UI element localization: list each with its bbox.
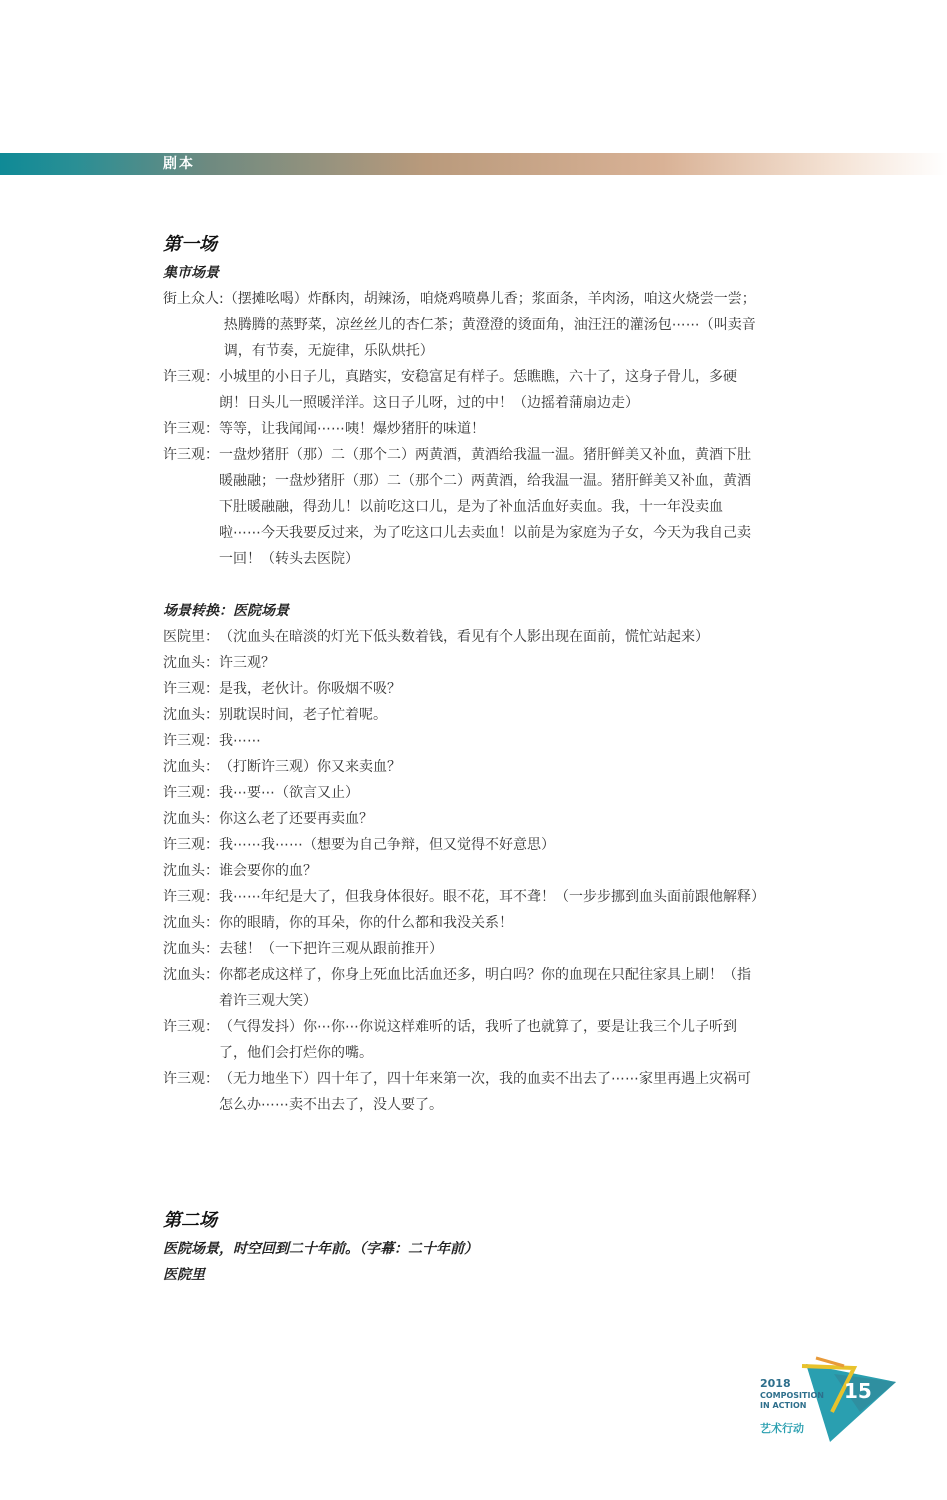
dialogue-line — [163, 364, 763, 416]
dialogue-line — [163, 910, 763, 936]
script-body — [163, 230, 763, 1288]
speaker-name: 沈血头： — [163, 759, 219, 775]
transition-title: 场景转换：医院场景 — [163, 603, 289, 619]
speaker-name: 沈血头： — [163, 941, 219, 957]
dialogue-line — [163, 442, 763, 572]
dialogue-text: 去毬！（一下把许三观从跟前推开） — [219, 941, 443, 957]
speaker-name: 许三观： — [163, 837, 219, 853]
speaker-name: 沈血头： — [163, 707, 219, 723]
logo-text-line2: IN ACTION — [760, 1401, 807, 1410]
dialogue-text: 许三观？ — [219, 655, 275, 671]
scene1-title: 第一场 — [163, 234, 217, 255]
spacer — [163, 1118, 763, 1206]
dialogue-line — [163, 416, 763, 442]
transition-dialogue — [163, 624, 763, 1118]
scene1-dialogue — [163, 286, 763, 572]
speaker-name: 许三观： — [163, 447, 219, 463]
speaker-name: 许三观： — [163, 785, 219, 801]
dialogue-text: （沈血头在暗淡的灯光下低头数着钱，看见有个人影出现在面前，慌忙站起来） — [219, 629, 709, 645]
speaker-name: 沈血头： — [163, 811, 219, 827]
section-label: 剧本 — [163, 156, 195, 172]
dialogue-text: （气得发抖）你⋯你⋯你说这样难听的话，我听了也就算了，要是让我三个儿子听到了，他们会打烂你的嘴。 — [219, 1019, 737, 1061]
dialogue-line — [163, 624, 763, 650]
dialogue-line — [163, 832, 763, 858]
dialogue-text: 你的眼睛，你的耳朵，你的什么都和我没关系！ — [219, 915, 513, 931]
dialogue-text: 你都老成这样了，你身上死血比活血还多，明白吗？你的血现在只配往家具上刷！（指着许三观大笑） — [219, 967, 751, 1009]
dialogue-line — [163, 1066, 763, 1118]
dialogue-line — [163, 780, 763, 806]
speaker-name: 许三观： — [163, 1019, 219, 1035]
speaker-name: 许三观： — [163, 421, 219, 437]
dialogue-text: 我⋯⋯年纪是大了，但我身体很好。眼不花，耳不聋！（一步步挪到血头面前跟他解释） — [219, 889, 765, 905]
dialogue-text: （打断许三观）你又来卖血？ — [219, 759, 401, 775]
speaker-name: 沈血头： — [163, 863, 219, 879]
speaker-name: 许三观： — [163, 733, 219, 749]
speaker-name: 许三观： — [163, 681, 219, 697]
logo-year: 2018 — [760, 1377, 791, 1390]
scene2-subtitle: 医院场景，时空回到二十年前。（字幕：二十年前） — [163, 1241, 478, 1257]
dialogue-line — [163, 962, 763, 1014]
scene1-subtitle: 集市场景 — [163, 265, 219, 281]
dialogue-line — [163, 728, 763, 754]
composition-in-action-logo — [756, 1352, 901, 1447]
dialogue-text: 我⋯⋯我⋯⋯（想要为自己争辩，但又觉得不好意思） — [219, 837, 555, 853]
speaker-name: 许三观： — [163, 369, 219, 385]
speaker-name: 许三观： — [163, 889, 219, 905]
logo-text-line1: COMPOSITION — [760, 1391, 824, 1400]
speaker-name: 沈血头： — [163, 967, 219, 983]
scene2-title: 第二场 — [163, 1210, 217, 1231]
dialogue-line — [163, 650, 763, 676]
speaker-name: 沈血头： — [163, 655, 219, 671]
dialogue-line — [163, 676, 763, 702]
header-gradient-bar — [0, 153, 947, 175]
speaker-name: 街上众人: — [163, 291, 224, 307]
dialogue-text: 小城里的小日子儿，真踏实，安稳富足有样子。恁瞧瞧，六十了，这身子骨儿，多硬朗！日头儿一照暖洋洋。这日子儿呀，过的中！（边摇着蒲扇边走） — [219, 369, 737, 411]
dialogue-line — [163, 936, 763, 962]
dialogue-line — [163, 286, 763, 364]
scene2-place: 医院里 — [163, 1267, 205, 1283]
dialogue-text: 谁会要你的血？ — [219, 863, 317, 879]
dialogue-line — [163, 1014, 763, 1066]
dialogue-line — [163, 754, 763, 780]
dialogue-text: （无力地坐下）四十年了，四十年来第一次，我的血卖不出去了⋯⋯家里再遇上灾祸可怎么办⋯⋯卖不出去了，没人要了。 — [219, 1071, 751, 1113]
dialogue-text: 一盘炒猪肝（那）二（那个二）两黄酒，黄酒给我温一温。猪肝鲜美又补血，黄酒下肚暖融融；一盘炒猪肝（那）二（那个二）两黄酒，给我温一温。猪肝鲜美又补血，黄酒下肚暖融融，得劲儿！以前吃这口儿，是为了补血活血好卖血。我，十一年没卖血啦⋯⋯今天我要反过来，为了吃这口儿去卖血！以前是为家庭为子女，今天为我自己卖一回！（转头去医院） — [219, 447, 751, 567]
dialogue-line — [163, 702, 763, 728]
dialogue-text: 是我，老伙计。你吸烟不吸？ — [219, 681, 401, 697]
dialogue-line — [163, 858, 763, 884]
spacer — [163, 572, 763, 598]
dialogue-text: 我⋯⋯ — [219, 733, 261, 749]
speaker-name: 沈血头： — [163, 915, 219, 931]
dialogue-text: 等等，让我闻闻⋯⋯咦！爆炒猪肝的味道！ — [219, 421, 485, 437]
dialogue-line — [163, 884, 763, 910]
dialogue-text: 我⋯要⋯（欲言又止） — [219, 785, 359, 801]
dialogue-text: 你这么老了还要再卖血？ — [219, 811, 373, 827]
logo-chinese-text: 艺术行动 — [760, 1422, 804, 1435]
dialogue-text: 别耽误时间，老子忙着呢。 — [219, 707, 387, 723]
dialogue-line — [163, 806, 763, 832]
speaker-name: 医院里： — [163, 629, 219, 645]
speaker-name: 许三观： — [163, 1071, 219, 1087]
dialogue-text: （摆摊吆喝）炸酥肉，胡辣汤，咱烧鸡喷鼻儿香；浆面条，羊肉汤，咱这火烧尝一尝；热腾腾的蒸野菜，凉丝丝儿的杏仁茶；黄澄澄的烫面角，油汪汪的灌汤包⋯⋯（叫卖音调，有节奏，无旋律，乐队烘托） — [223, 291, 756, 359]
page-number: 15 — [844, 1379, 872, 1403]
